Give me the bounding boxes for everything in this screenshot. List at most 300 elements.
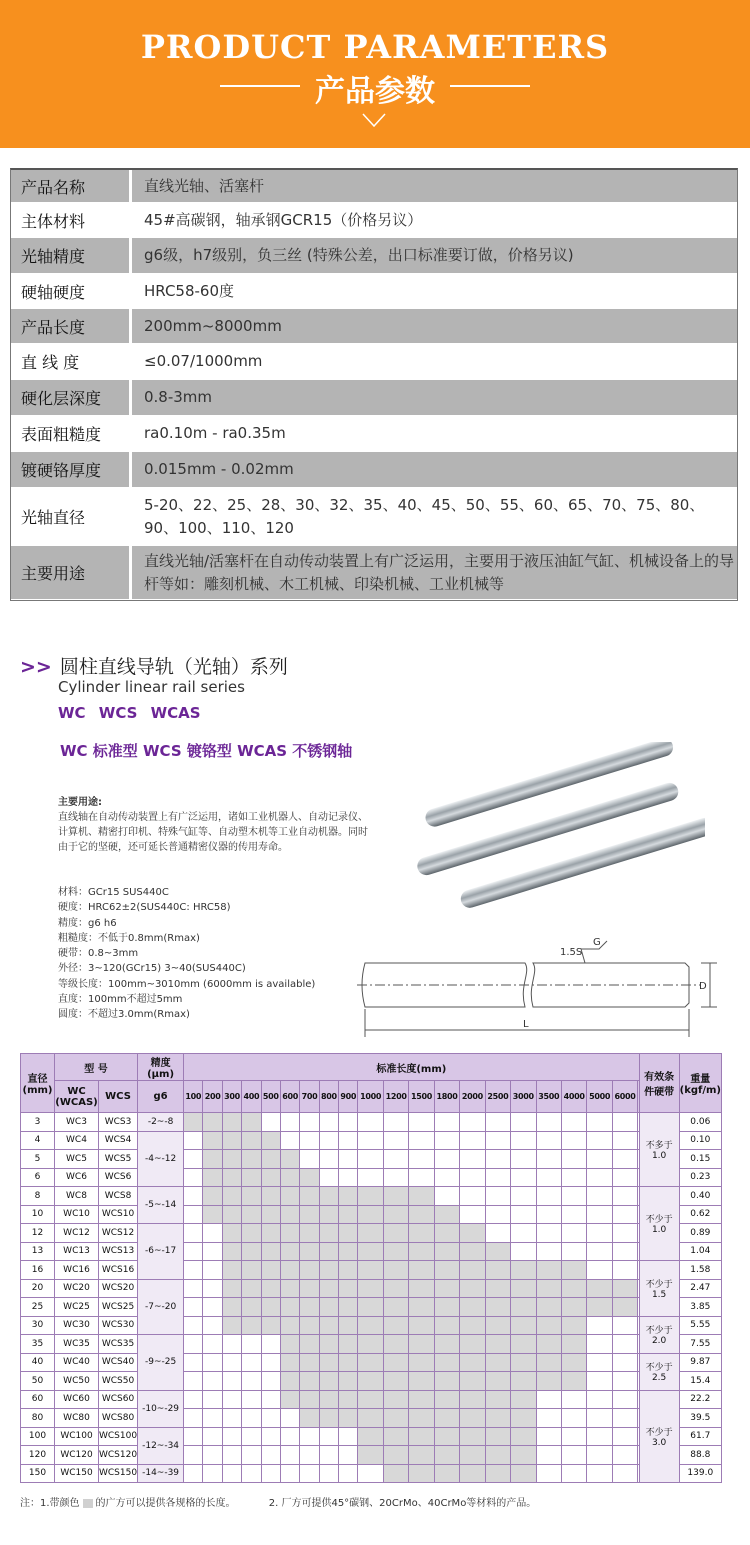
precision-cell: -4~-12	[138, 1131, 184, 1187]
note-part-b: 的广方可以提供各规格的长度。	[95, 1498, 236, 1509]
weight-cell: 39.5	[679, 1409, 721, 1428]
length-available-cell	[434, 1372, 459, 1391]
length-cell	[261, 1353, 280, 1372]
length-available-cell	[409, 1261, 434, 1280]
length-cell	[184, 1224, 203, 1243]
length-cell	[203, 1409, 222, 1428]
length-cell	[638, 1409, 639, 1428]
param-value: 5-20、22、25、28、30、32、35、40、45、50、55、60、65、70、75、80、90、100、110、120	[132, 488, 737, 545]
length-cell	[184, 1150, 203, 1169]
length-available-cell	[358, 1409, 383, 1428]
table-row	[21, 1113, 722, 1132]
wc-model-cell: WC5	[55, 1150, 99, 1169]
length-cell	[242, 1446, 261, 1465]
col-g6: g6	[138, 1081, 184, 1113]
length-available-cell	[242, 1224, 261, 1243]
length-cell	[339, 1427, 358, 1446]
length-cell	[300, 1427, 319, 1446]
length-available-cell	[280, 1279, 299, 1298]
length-available-cell	[222, 1131, 241, 1150]
length-available-cell	[280, 1205, 299, 1224]
wcs-model-cell: WCS50	[99, 1372, 138, 1391]
length-cell	[319, 1168, 338, 1187]
precision-cell: -6~-17	[138, 1224, 184, 1280]
precision-cell: -10~-29	[138, 1390, 184, 1427]
weight-cell: 0.89	[679, 1224, 721, 1243]
length-available-cell	[511, 1298, 536, 1317]
length-cell	[536, 1390, 561, 1409]
length-available-cell	[536, 1261, 561, 1280]
param-key: 光轴精度	[11, 238, 132, 273]
table-row	[21, 1316, 722, 1335]
weight-cell: 0.06	[679, 1113, 721, 1132]
length-available-cell	[409, 1316, 434, 1335]
length-cell	[485, 1187, 510, 1206]
length-available-cell	[460, 1279, 485, 1298]
length-available-cell	[339, 1335, 358, 1354]
wc-model-cell: WC13	[55, 1242, 99, 1261]
length-available-cell	[242, 1205, 261, 1224]
wcs-model-cell: WCS6	[99, 1168, 138, 1187]
length-cell	[485, 1205, 510, 1224]
length-available-cell	[358, 1427, 383, 1446]
col-precision: 精度(μm)	[138, 1054, 184, 1081]
wc-model-cell: WC6	[55, 1168, 99, 1187]
length-available-cell	[409, 1390, 434, 1409]
spec-line: 粗糙度：不低于0.8mm(Rmax)	[58, 932, 200, 944]
gray-swatch	[83, 1499, 93, 1508]
length-cell	[638, 1150, 639, 1169]
length-cell	[561, 1131, 586, 1150]
weight-cell: 9.87	[679, 1353, 721, 1372]
length-cell	[587, 1353, 612, 1372]
length-cell	[485, 1150, 510, 1169]
length-available-cell	[485, 1316, 510, 1335]
length-available-cell	[485, 1390, 510, 1409]
diameter-cell: 6	[21, 1168, 55, 1187]
length-available-cell	[434, 1427, 459, 1446]
length-available-cell	[319, 1335, 338, 1354]
length-cell	[203, 1298, 222, 1317]
param-key: 主体材料	[11, 203, 132, 237]
length-available-cell	[184, 1113, 203, 1132]
table-row	[21, 1427, 722, 1446]
weight-cell: 0.10	[679, 1131, 721, 1150]
length-cell	[184, 1409, 203, 1428]
length-available-cell	[358, 1279, 383, 1298]
length-cell	[612, 1113, 637, 1132]
length-available-cell	[261, 1316, 280, 1335]
length-available-cell	[434, 1409, 459, 1428]
length-available-cell	[536, 1298, 561, 1317]
length-available-cell	[409, 1372, 434, 1391]
length-available-cell	[300, 1298, 319, 1317]
length-cell	[638, 1372, 639, 1391]
length-cell	[184, 1187, 203, 1206]
usage-text: 直线轴在自动传动装置上有广泛运用，诸如工业机器人、自动记录仪、计算机、精密打印机、特殊气缸等、自动塑木机等工业自动机器。同时由于它的坚硬，还可延长普通精密仪器的传用寿命。	[58, 812, 368, 853]
length-cell	[511, 1187, 536, 1206]
length-cell	[319, 1427, 338, 1446]
wcs-model-cell: WCS150	[99, 1464, 138, 1483]
length-available-cell	[300, 1335, 319, 1354]
length-available-cell	[280, 1168, 299, 1187]
length-cell	[280, 1409, 299, 1428]
length-available-cell	[434, 1446, 459, 1465]
length-available-cell	[319, 1261, 338, 1280]
length-cell	[561, 1205, 586, 1224]
length-available-cell	[536, 1279, 561, 1298]
col-hardened-depth: 有效条件硬带	[639, 1054, 679, 1113]
diameter-cell: 5	[21, 1150, 55, 1169]
length-available-cell	[319, 1279, 338, 1298]
length-cell	[612, 1409, 637, 1428]
length-cell	[339, 1464, 358, 1483]
length-cell	[511, 1242, 536, 1261]
series-types: WC 标准型 WCS 镀铬型 WCAS 不锈钢轴	[60, 742, 353, 760]
length-available-cell	[485, 1298, 510, 1317]
diameter-cell: 80	[21, 1409, 55, 1428]
length-available-cell	[358, 1390, 383, 1409]
length-header: 1500	[409, 1081, 434, 1113]
length-cell	[587, 1168, 612, 1187]
diameter-cell: 120	[21, 1446, 55, 1465]
param-row	[11, 488, 737, 546]
length-available-cell	[261, 1168, 280, 1187]
length-cell	[184, 1242, 203, 1261]
param-row	[11, 546, 737, 600]
length-available-cell	[203, 1205, 222, 1224]
series-title-cn: 圆柱直线导轨（光轴）系列	[59, 656, 288, 678]
length-cell	[242, 1335, 261, 1354]
length-available-cell	[460, 1372, 485, 1391]
length-available-cell	[460, 1446, 485, 1465]
length-cell	[222, 1427, 241, 1446]
length-cell	[300, 1131, 319, 1150]
usage-heading: 主要用途:	[58, 797, 102, 808]
hardened-depth-cell: 不少于 1.5	[639, 1261, 679, 1317]
length-cell	[261, 1427, 280, 1446]
length-cell	[536, 1187, 561, 1206]
length-available-cell	[383, 1446, 408, 1465]
length-cell	[536, 1168, 561, 1187]
length-available-cell	[358, 1446, 383, 1465]
usage-block	[58, 795, 368, 855]
length-available-cell	[300, 1205, 319, 1224]
length-available-cell	[383, 1298, 408, 1317]
banner-title-en: PRODUCT PARAMETERS	[140, 28, 610, 66]
length-cell	[536, 1409, 561, 1428]
table-row	[21, 1242, 722, 1261]
length-cell	[184, 1205, 203, 1224]
length-available-cell	[242, 1279, 261, 1298]
length-available-cell	[536, 1353, 561, 1372]
wc-model-cell: WC80	[55, 1409, 99, 1428]
length-available-cell	[536, 1335, 561, 1354]
length-available-cell	[280, 1390, 299, 1409]
length-available-cell	[280, 1353, 299, 1372]
length-cell	[383, 1150, 408, 1169]
length-available-cell	[300, 1261, 319, 1280]
length-available-cell	[460, 1464, 485, 1483]
table-row	[21, 1224, 722, 1243]
length-cell	[203, 1316, 222, 1335]
wc-model-cell: WC20	[55, 1279, 99, 1298]
length-cell	[460, 1168, 485, 1187]
length-available-cell	[300, 1242, 319, 1261]
length-cell	[184, 1464, 203, 1483]
wcs-model-cell: WCS4	[99, 1131, 138, 1150]
length-cell	[339, 1131, 358, 1150]
diameter-cell: 12	[21, 1224, 55, 1243]
weight-cell: 22.2	[679, 1390, 721, 1409]
length-available-cell	[242, 1261, 261, 1280]
length-available-cell	[485, 1335, 510, 1354]
length-cell	[409, 1150, 434, 1169]
length-cell	[587, 1372, 612, 1391]
length-available-cell	[561, 1372, 586, 1391]
wcs-model-cell: WCS60	[99, 1390, 138, 1409]
wc-model-cell: WC120	[55, 1446, 99, 1465]
length-cell	[319, 1446, 338, 1465]
length-available-cell	[319, 1187, 338, 1206]
length-cell	[434, 1113, 459, 1132]
length-available-cell	[261, 1298, 280, 1317]
length-cell	[460, 1205, 485, 1224]
length-cell	[383, 1113, 408, 1132]
length-cell	[460, 1113, 485, 1132]
col-model: 型 号	[55, 1054, 138, 1081]
spec-line: 等级长度：100mm~3010mm (6000mm is available)	[58, 978, 316, 990]
length-cell	[536, 1205, 561, 1224]
length-cell	[242, 1427, 261, 1446]
length-cell	[319, 1113, 338, 1132]
length-cell	[184, 1390, 203, 1409]
length-available-cell	[358, 1187, 383, 1206]
table-row	[21, 1261, 722, 1280]
length-available-cell	[383, 1427, 408, 1446]
length-available-cell	[612, 1279, 637, 1298]
length-available-cell	[383, 1409, 408, 1428]
spec-line: 精度：g6 h6	[58, 917, 117, 929]
length-cell	[203, 1427, 222, 1446]
length-available-cell	[511, 1464, 536, 1483]
length-available-cell	[434, 1316, 459, 1335]
table-row	[21, 1187, 722, 1206]
length-available-cell	[434, 1464, 459, 1483]
length-available-cell	[383, 1261, 408, 1280]
length-cell	[184, 1279, 203, 1298]
length-header: 3000	[511, 1081, 536, 1113]
length-cell	[485, 1113, 510, 1132]
length-cell	[222, 1409, 241, 1428]
length-cell	[638, 1446, 639, 1465]
wc-model-cell: WC16	[55, 1261, 99, 1280]
param-value: 0.015mm - 0.02mm	[132, 452, 737, 487]
diameter-cell: 100	[21, 1427, 55, 1446]
length-cell	[222, 1335, 241, 1354]
diameter-cell: 150	[21, 1464, 55, 1483]
length-available-cell	[261, 1279, 280, 1298]
length-cell	[280, 1446, 299, 1465]
length-header: 1200	[383, 1081, 408, 1113]
length-available-cell	[434, 1205, 459, 1224]
length-available-cell	[261, 1261, 280, 1280]
length-available-cell	[485, 1372, 510, 1391]
param-row	[11, 416, 737, 452]
param-value: 0.8-3mm	[132, 380, 737, 415]
length-cell	[612, 1335, 637, 1354]
length-available-cell	[280, 1242, 299, 1261]
param-row	[11, 344, 737, 380]
wc-model-cell: WC60	[55, 1390, 99, 1409]
length-available-cell	[203, 1150, 222, 1169]
length-available-cell	[300, 1316, 319, 1335]
length-cell	[280, 1113, 299, 1132]
weight-cell: 0.62	[679, 1205, 721, 1224]
weight-cell: 7.55	[679, 1335, 721, 1354]
hardened-depth-cell: 不少于 3.0	[639, 1390, 679, 1483]
length-cell	[587, 1187, 612, 1206]
length-cell	[339, 1113, 358, 1132]
length-header: 400	[242, 1081, 261, 1113]
length-cell	[184, 1335, 203, 1354]
diameter-cell: 20	[21, 1279, 55, 1298]
length-cell	[536, 1150, 561, 1169]
length-available-cell	[561, 1298, 586, 1317]
weight-cell: 61.7	[679, 1427, 721, 1446]
wcs-model-cell: WCS35	[99, 1335, 138, 1354]
length-header: 100	[184, 1081, 203, 1113]
length-available-cell	[222, 1187, 241, 1206]
wcs-model-cell: WCS12	[99, 1224, 138, 1243]
length-cell	[280, 1464, 299, 1483]
length-cell	[511, 1113, 536, 1132]
length-available-cell	[280, 1316, 299, 1335]
wcs-model-cell: WCS8	[99, 1187, 138, 1206]
length-cell	[242, 1353, 261, 1372]
wc-model-cell: WC40	[55, 1353, 99, 1372]
table-row	[21, 1131, 722, 1150]
length-available-cell	[511, 1279, 536, 1298]
length-available-cell	[261, 1150, 280, 1169]
wcs-model-cell: WCS10	[99, 1205, 138, 1224]
length-available-cell	[358, 1298, 383, 1317]
footnote	[20, 1494, 536, 1509]
spec-line: 硬度：HRC62±2(SUS440C: HRC58)	[58, 902, 231, 914]
length-available-cell	[409, 1427, 434, 1446]
length-available-cell	[339, 1372, 358, 1391]
length-available-cell	[612, 1298, 637, 1317]
length-available-cell	[358, 1261, 383, 1280]
length-available-cell	[339, 1353, 358, 1372]
banner-line-right	[450, 85, 530, 87]
length-cell	[409, 1168, 434, 1187]
param-value: g6级，h7级别，负三丝 (特殊公差，出口标准要订做，价格另议)	[132, 238, 737, 273]
diameter-cell: 16	[21, 1261, 55, 1280]
length-cell	[587, 1113, 612, 1132]
rod-dimension-drawing	[355, 935, 725, 1045]
wcs-model-cell: WCS13	[99, 1242, 138, 1261]
wc-model-cell: WC8	[55, 1187, 99, 1206]
length-header: 1000	[358, 1081, 383, 1113]
length-cell	[561, 1427, 586, 1446]
length-available-cell	[339, 1205, 358, 1224]
length-cell	[339, 1168, 358, 1187]
wcs-model-cell: WCS20	[99, 1279, 138, 1298]
length-available-cell	[339, 1187, 358, 1206]
table-row	[21, 1372, 722, 1391]
length-cell	[638, 1427, 639, 1446]
length-cell	[319, 1131, 338, 1150]
length-available-cell	[383, 1224, 408, 1243]
length-cell	[638, 1131, 639, 1150]
length-available-cell	[434, 1279, 459, 1298]
length-cell	[460, 1150, 485, 1169]
length-cell	[612, 1242, 637, 1261]
length-cell	[511, 1131, 536, 1150]
length-available-cell	[358, 1242, 383, 1261]
length-available-cell	[434, 1224, 459, 1243]
weight-cell: 15.4	[679, 1372, 721, 1391]
length-available-cell	[300, 1372, 319, 1391]
param-key: 表面粗糙度	[11, 416, 132, 451]
length-available-cell	[358, 1316, 383, 1335]
chevron-down-icon	[361, 108, 387, 134]
length-cell	[261, 1464, 280, 1483]
param-row	[11, 238, 737, 274]
table-row	[21, 1168, 722, 1187]
length-cell	[511, 1150, 536, 1169]
col-standard-length: 标准长度(mm)	[184, 1054, 640, 1081]
length-available-cell	[203, 1187, 222, 1206]
length-cell	[184, 1372, 203, 1391]
length-available-cell	[383, 1316, 408, 1335]
length-available-cell	[485, 1446, 510, 1465]
length-available-cell	[561, 1353, 586, 1372]
length-cell	[434, 1150, 459, 1169]
length-available-cell	[409, 1224, 434, 1243]
table-row	[21, 1390, 722, 1409]
length-available-cell	[319, 1316, 338, 1335]
length-cell	[612, 1316, 637, 1335]
length-cell	[261, 1335, 280, 1354]
length-available-cell	[319, 1298, 338, 1317]
length-available-cell	[511, 1335, 536, 1354]
length-available-cell	[409, 1353, 434, 1372]
length-available-cell	[434, 1242, 459, 1261]
length-cell	[261, 1409, 280, 1428]
arrow-icon: >>	[20, 656, 52, 678]
length-available-cell	[485, 1279, 510, 1298]
size-spec-table	[20, 1053, 722, 1483]
length-cell	[587, 1242, 612, 1261]
weight-cell: 1.58	[679, 1261, 721, 1280]
length-available-cell	[339, 1298, 358, 1317]
length-header: 1800	[434, 1081, 459, 1113]
length-header: 4000	[561, 1081, 586, 1113]
precision-cell: -2~-8	[138, 1113, 184, 1132]
length-cell	[511, 1168, 536, 1187]
length-cell	[561, 1464, 586, 1483]
length-available-cell	[339, 1316, 358, 1335]
length-available-cell	[339, 1279, 358, 1298]
length-cell	[242, 1372, 261, 1391]
length-header: 5000	[587, 1081, 612, 1113]
wcs-model-cell: WCS80	[99, 1409, 138, 1428]
weight-cell: 2.47	[679, 1279, 721, 1298]
length-cell	[638, 1298, 639, 1317]
length-available-cell	[300, 1409, 319, 1428]
